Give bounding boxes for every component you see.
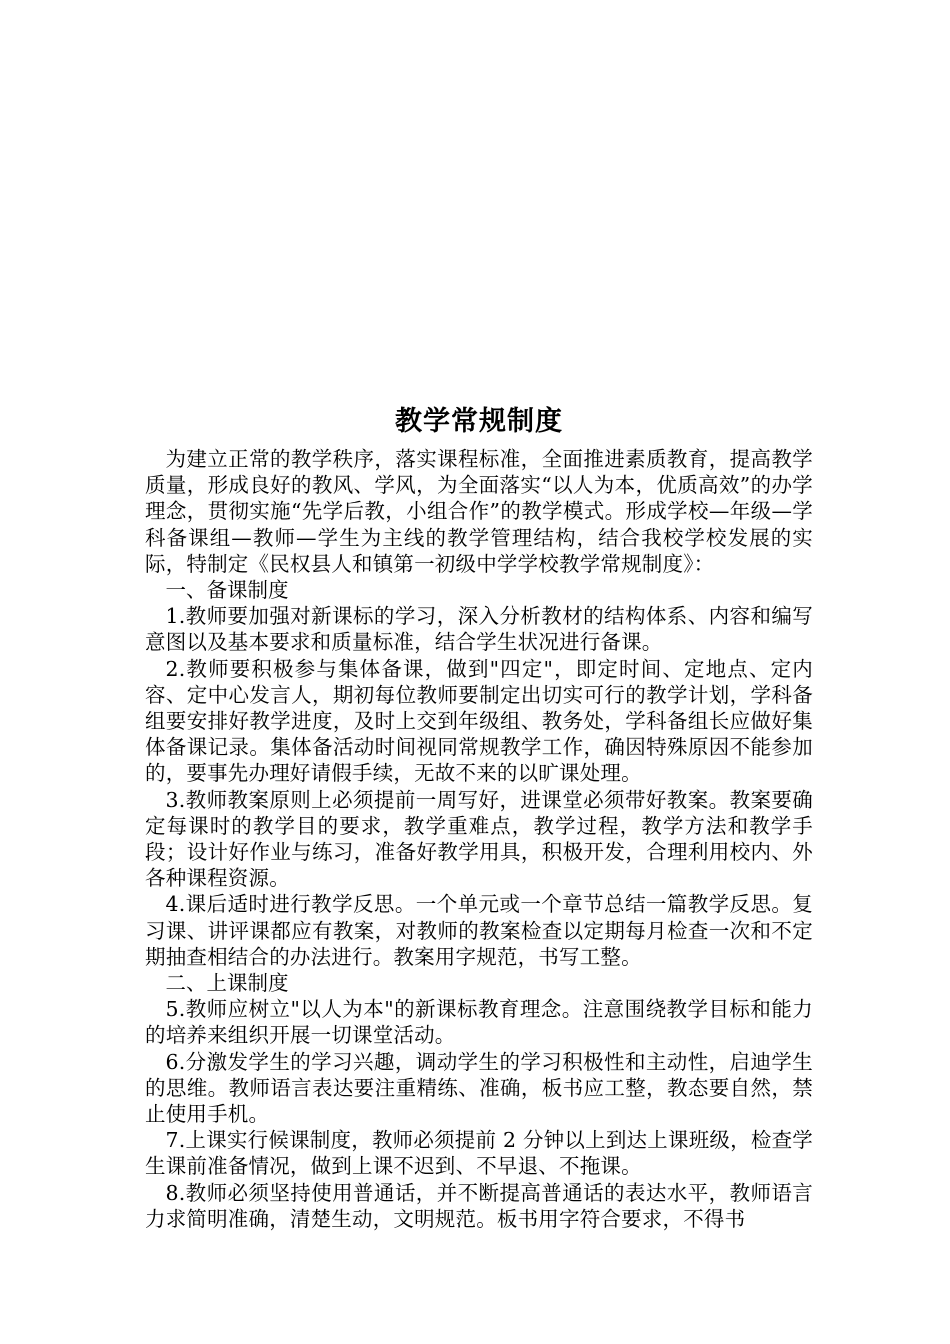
rule-item-5: 5.教师应树立"以人为本"的新课标教育理念。注意围绕教学目标和能力的培养来组织开展一切课堂活动。 [145,997,813,1048]
section-heading-class: 二、上课制度 [165,971,289,996]
document-page [145,402,813,1232]
document-title: 教学常规制度 [395,406,563,437]
rule-item-7: 7.上课实行候课制度，教师必须提前 2 分钟以上到达上课班级，检查学生课前准备情况，做到上课不迟到、不早退、不拖课。 [145,1128,813,1179]
rule-item-6: 6.分激发学生的学习兴趣，调动学生的学习积极性和主动性，启迪学生的思维。教师语言表达要注重精练、准确，板书应工整，教态要自然，禁止使用手机。 [145,1049,813,1127]
intro-paragraph: 为建立正常的教学秩序，落实课程标准，全面推进素质教育，提高教学质量，形成良好的教风、学风，为全面落实“以人为本，优质高效”的办学理念，贯彻实施“先学后教，小组合作”的教学模式。形成学校—年级—学科备课组—教师—学生为主线的教学管理结构，结合我校学校发展的实际，特制定《民权县人和镇第一初级中学学校教学常规制度》： [145,447,813,576]
rule-item-4: 4.课后适时进行教学反思。一个单元或一个章节总结一篇教学反思。复习课、讲评课都应有教案，对教师的教案检查以定期每月检查一次和不定期抽查相结合的办法进行。教案用字规范，书写工整。 [145,892,813,969]
section-heading-lesson-prep: 一、备课制度 [165,578,289,603]
rule-item-1: 1.教师要加强对新课标的学习，深入分析教材的结构体系、内容和编写意图以及基本要求和质量标准，结合学生状况进行备课。 [145,604,813,655]
rule-item-2: 2.教师要积极参与集体备课，做到"四定"，即定时间、定地点、定内容、定中心发言人，期初每位教师要制定出切实可行的教学计划，学科备组要安排好教学进度，及时上交到年级组、教务处，学科备组长应做好集体备课记录。集体备活动时间视同常规教学工作，确因特殊原因不能参加的，要事先办理好请假手续，无故不来的以旷课处理。 [145,656,813,786]
rule-item-3: 3.教师教案原则上必须提前一周写好，进课堂必须带好教案。教案要确定每课时的教学目的要求，教学重难点，教学过程，教学方法和教学手段；设计好作业与练习，准备好教学用具，积极开发，合理利用校内、外各种课程资源。 [145,787,813,891]
rule-item-8: 8.教师必须坚持使用普通话，并不断提高普通话的表达水平，教师语言力求简明准确，清楚生动，文明规范。板书用字符合要求，不得书 [145,1180,813,1231]
